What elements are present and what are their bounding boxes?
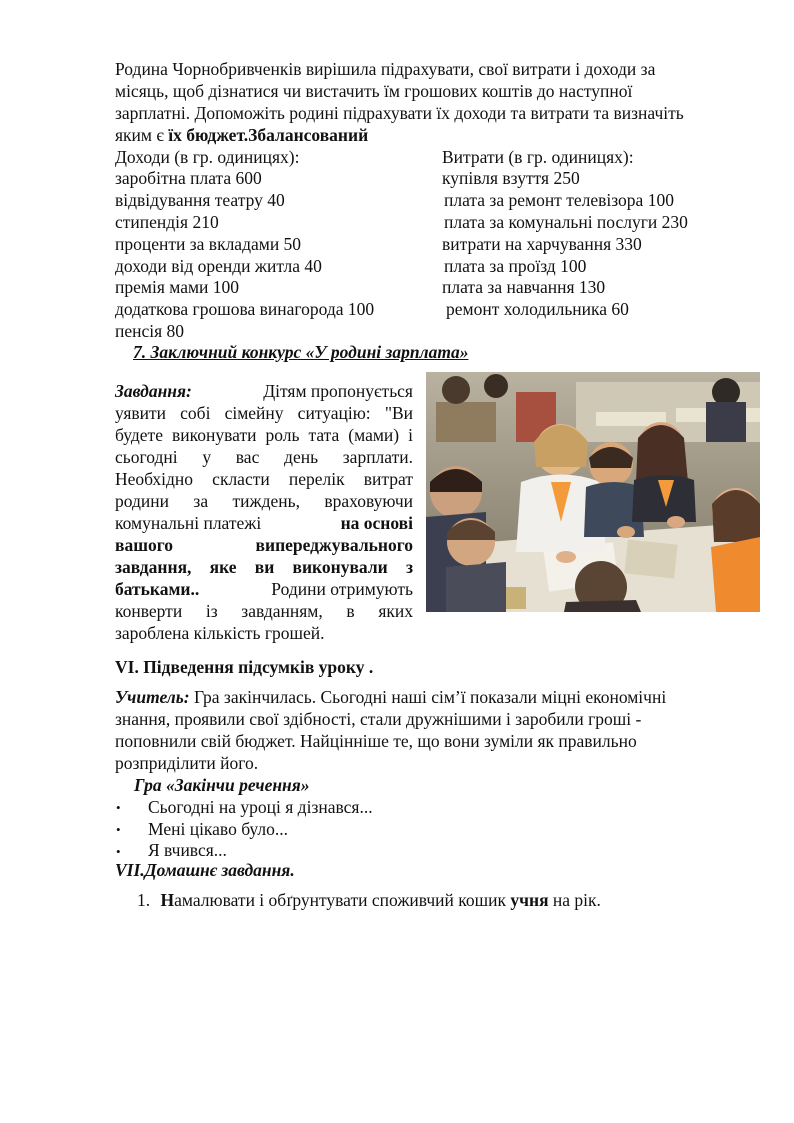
task-line [115,556,413,578]
income-item: пенсія 80 [115,321,185,341]
income-item: премія мами 100 [115,277,240,297]
income-item: стипендія 210 [115,212,219,232]
task-text: Родини отримують [271,579,413,599]
task-line [115,534,413,556]
expenses-header: Витрати (в гр. одиницях): [442,147,634,167]
task-text: конверти із завданням, в яких [115,601,413,621]
expense-item: плата за ремонт телевізора 100 [444,190,674,210]
contest-heading: 7. Заключний конкурс «У родині зарплата» [133,342,469,362]
task-text: Необхідно скласти перелік витрат [115,469,413,489]
expense-item: плата за комунальні послуги 230 [444,212,688,232]
game-title: Гра «Закінчи речення» [134,775,310,795]
expense-item: витрати на харчування 330 [442,234,642,254]
task-line [115,490,413,512]
task-text: Дітям пропонується [263,381,413,401]
task-line [115,446,413,468]
teacher-line: поповнили свій бюджет. Найцінніше те, що вони зуміли як правильно [115,731,637,751]
income-item: доходи від оренди житла 40 [115,256,322,276]
expense-item: плата за проїзд 100 [444,256,587,276]
homework-bold-word: учня [510,890,549,910]
summary-heading: VI. Підведення підсумків уроку . [115,657,374,677]
task-text: уявити собі сімейну ситуацію: "Ви [115,403,413,423]
homework-text: амалювати і обґрунтувати споживчий кошик [174,890,511,910]
income-item: відвідування театру 40 [115,190,285,210]
task-line [115,512,413,534]
bullet-dot-icon: • [116,800,121,815]
expense-item: купівля взуття 250 [442,168,580,188]
intro-line-1: Родина Чорнобривченків вирішила підрахувати, свої витрати і доходи за [115,59,656,79]
task-line: зароблена кількість грошей. [115,623,325,643]
task-text: будете виконувати роль тата (мами) і [115,425,413,445]
homework-number: 1. [137,890,151,910]
intro-line-3: зарплатні. Допоможіть родині підрахувати їх доходи та витрати та визначіть [115,103,684,123]
expense-item: ремонт холодильника 60 [446,299,629,319]
list-item: Мені цікаво було... [148,819,289,839]
classroom-photo [426,372,760,612]
task-text: комунальні платежі [115,513,262,533]
list-item: Я вчився... [148,840,227,860]
teacher-line: розприділити його. [115,753,259,773]
bullet-dot-icon: • [116,844,121,859]
teacher-text: Гра закінчилась. Сьогодні наші сім’ї показали міцні економічні [189,687,667,707]
homework-bold-letter: Н [160,890,175,910]
intro-line-4-prefix: яким є [115,125,169,145]
teacher-line: знання, проявили свої здібності, стали дружнішими і заробили гроші - [115,709,642,729]
homework-text-end: на рік. [548,890,601,910]
task-bold-text: завдання, яке ви виконували з [115,557,413,577]
task-line [115,578,413,600]
task-line [115,468,413,490]
task-bold-text: батьками.. [115,579,200,599]
task-bold-text: на основі [340,513,413,533]
intro-line-2: місяць, щоб дізнатися чи вистачить їм грошових коштів до наступної [115,81,633,101]
task-bold-text: вашого випереджувального [115,535,413,555]
income-header: Доходи (в гр. одиницях): [115,147,300,167]
intro-line-4 [115,124,368,146]
income-item: заробітна плата 600 [115,168,262,188]
homework-item [137,889,601,911]
income-item: додаткова грошова винагорода 100 [115,299,375,319]
task-label: Завдання: [115,381,192,401]
task-text: родини за тиждень, враховуючи [115,491,413,511]
teacher-label: Учитель: [115,687,190,707]
list-item: Сьогодні на уроці я дізнався... [148,797,373,817]
expense-item: плата за навчання 130 [442,277,606,297]
task-text: сьогодні у вас день зарплати. [115,447,413,467]
bullet-dot-icon: • [116,822,121,837]
task-line-1 [115,380,413,402]
income-item: проценти за вкладами 50 [115,234,302,254]
teacher-line-1 [115,686,666,708]
task-line [115,424,413,446]
intro-budget-answer: їх бюджет.Збалансований [168,125,369,145]
task-line [115,402,413,424]
homework-heading: VII.Домашнє завдання. [115,860,295,880]
task-line [115,600,413,622]
